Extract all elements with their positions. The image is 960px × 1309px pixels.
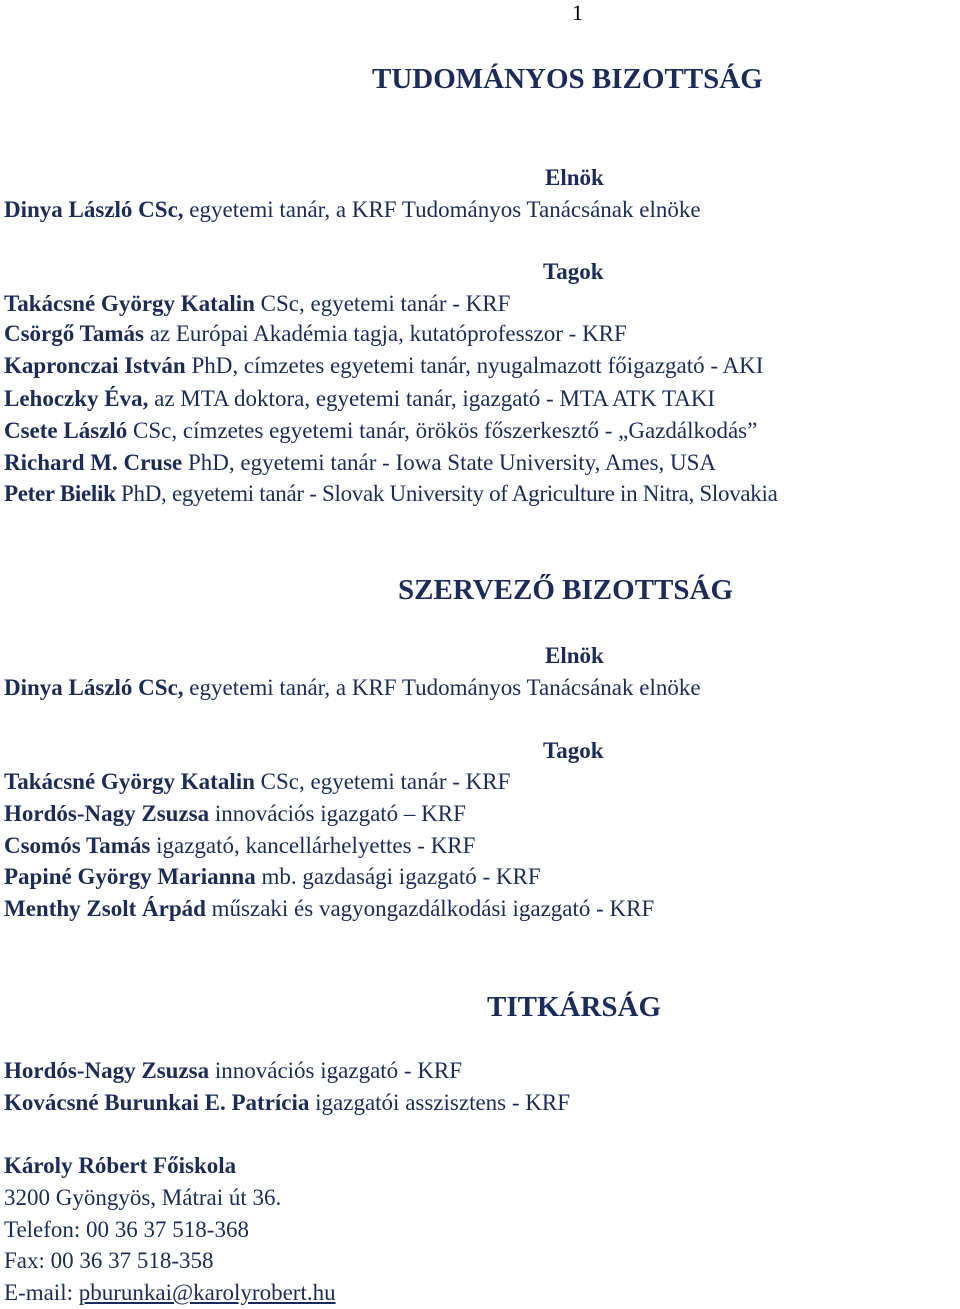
institution-address: 3200 Gyöngyös, Mátrai út 36. bbox=[4, 1185, 282, 1210]
organizing-chair bbox=[4, 674, 701, 702]
person-role: az Európai Akadémia tagja, kutatóprofesszor - KRF bbox=[143, 321, 627, 346]
organizing-committee-title: SZERVEZŐ BIZOTTSÁG bbox=[398, 574, 734, 606]
person-role: CSc, címzetes egyetemi tanár, örökös főszerkesztő - „Gazdálkodás” bbox=[127, 418, 758, 443]
scientific-member bbox=[4, 320, 627, 348]
person-role: igazgatói asszisztens - KRF bbox=[309, 1090, 571, 1115]
person-name: Takácsné György Katalin bbox=[4, 769, 255, 794]
person-role: CSc, egyetemi tanár - KRF bbox=[254, 291, 511, 316]
secretariat-title: TITKÁRSÁG bbox=[487, 991, 662, 1023]
secretariat-member bbox=[4, 1089, 570, 1117]
person-name: Dinya László CSc, bbox=[4, 197, 184, 222]
institution-fax: Fax: 00 36 37 518-358 bbox=[4, 1248, 214, 1273]
institution-phone: Telefon: 00 36 37 518-368 bbox=[4, 1217, 249, 1242]
person-role: innovációs igazgató – KRF bbox=[209, 801, 466, 826]
person-name: Dinya László CSc, bbox=[4, 675, 184, 700]
person-name: Csete László bbox=[4, 418, 128, 443]
email-link[interactable]: pburunkai@karolyrobert.hu bbox=[78, 1280, 336, 1305]
person-name: Csomós Tamás bbox=[4, 833, 151, 858]
organizing-member bbox=[4, 800, 466, 828]
person-role: innovációs igazgató - KRF bbox=[209, 1058, 463, 1083]
person-role: az MTA doktora, egyetemi tanár, igazgató - MTA ATK TAKI bbox=[148, 386, 716, 411]
person-name: Csörgő Tamás bbox=[4, 321, 144, 346]
person-name: Papiné György Marianna bbox=[4, 864, 256, 889]
organizing-member bbox=[4, 895, 654, 923]
person-name: Takácsné György Katalin bbox=[4, 291, 255, 316]
scientific-members-heading: Tagok bbox=[543, 259, 604, 284]
person-name: Kovácsné Burunkai E. Patrícia bbox=[4, 1090, 310, 1115]
scientific-chair bbox=[4, 196, 701, 224]
person-role: műszaki és vagyongazdálkodási igazgató - KRF bbox=[205, 896, 655, 921]
person-role: egyetemi tanár, a KRF Tudományos Tanácsának elnöke bbox=[183, 197, 701, 222]
organizing-member bbox=[4, 832, 475, 860]
person-role: CSc, egyetemi tanár - KRF bbox=[254, 769, 511, 794]
scientific-member bbox=[4, 480, 778, 508]
email-label: E-mail: bbox=[4, 1280, 79, 1305]
person-role: PhD, címzetes egyetemi tanár, nyugalmazott főigazgató - AKI bbox=[185, 353, 764, 378]
person-name: Peter Bielik bbox=[4, 481, 116, 506]
person-role: igazgató, kancellárhelyettes - KRF bbox=[150, 833, 476, 858]
institution-name: Károly Róbert Főiskola bbox=[4, 1153, 237, 1178]
person-role: mb. gazdasági igazgató - KRF bbox=[255, 864, 541, 889]
person-name: Hordós-Nagy Zsuzsa bbox=[4, 1058, 210, 1083]
person-role: egyetemi tanár, a KRF Tudományos Tanácsának elnöke bbox=[183, 675, 701, 700]
scientific-member bbox=[4, 417, 757, 445]
secretariat-member bbox=[4, 1057, 462, 1085]
scientific-member bbox=[4, 290, 510, 318]
person-role: PhD, egyetemi tanár - Slovak University of Agriculture in Nitra, Slovakia bbox=[115, 481, 778, 506]
person-name: Hordós-Nagy Zsuzsa bbox=[4, 801, 210, 826]
organizing-chair-heading: Elnök bbox=[545, 643, 604, 668]
person-name: Kapronczai István bbox=[4, 353, 186, 378]
person-name: Lehoczky Éva, bbox=[4, 386, 149, 411]
scientific-member bbox=[4, 352, 763, 380]
institution-email bbox=[4, 1279, 336, 1307]
person-name: Menthy Zsolt Árpád bbox=[4, 896, 206, 921]
scientific-member bbox=[4, 449, 716, 477]
person-role: PhD, egyetemi tanár - Iowa State University, Ames, USA bbox=[182, 450, 717, 475]
person-name: Richard M. Cruse bbox=[4, 450, 183, 475]
organizing-member bbox=[4, 768, 510, 796]
scientific-committee-title: TUDOMÁNYOS BIZOTTSÁG bbox=[372, 63, 763, 95]
page-number: 1 bbox=[572, 0, 583, 25]
scientific-chair-heading: Elnök bbox=[545, 165, 604, 190]
scientific-member bbox=[4, 385, 715, 413]
organizing-member bbox=[4, 863, 541, 891]
organizing-members-heading: Tagok bbox=[543, 738, 604, 763]
